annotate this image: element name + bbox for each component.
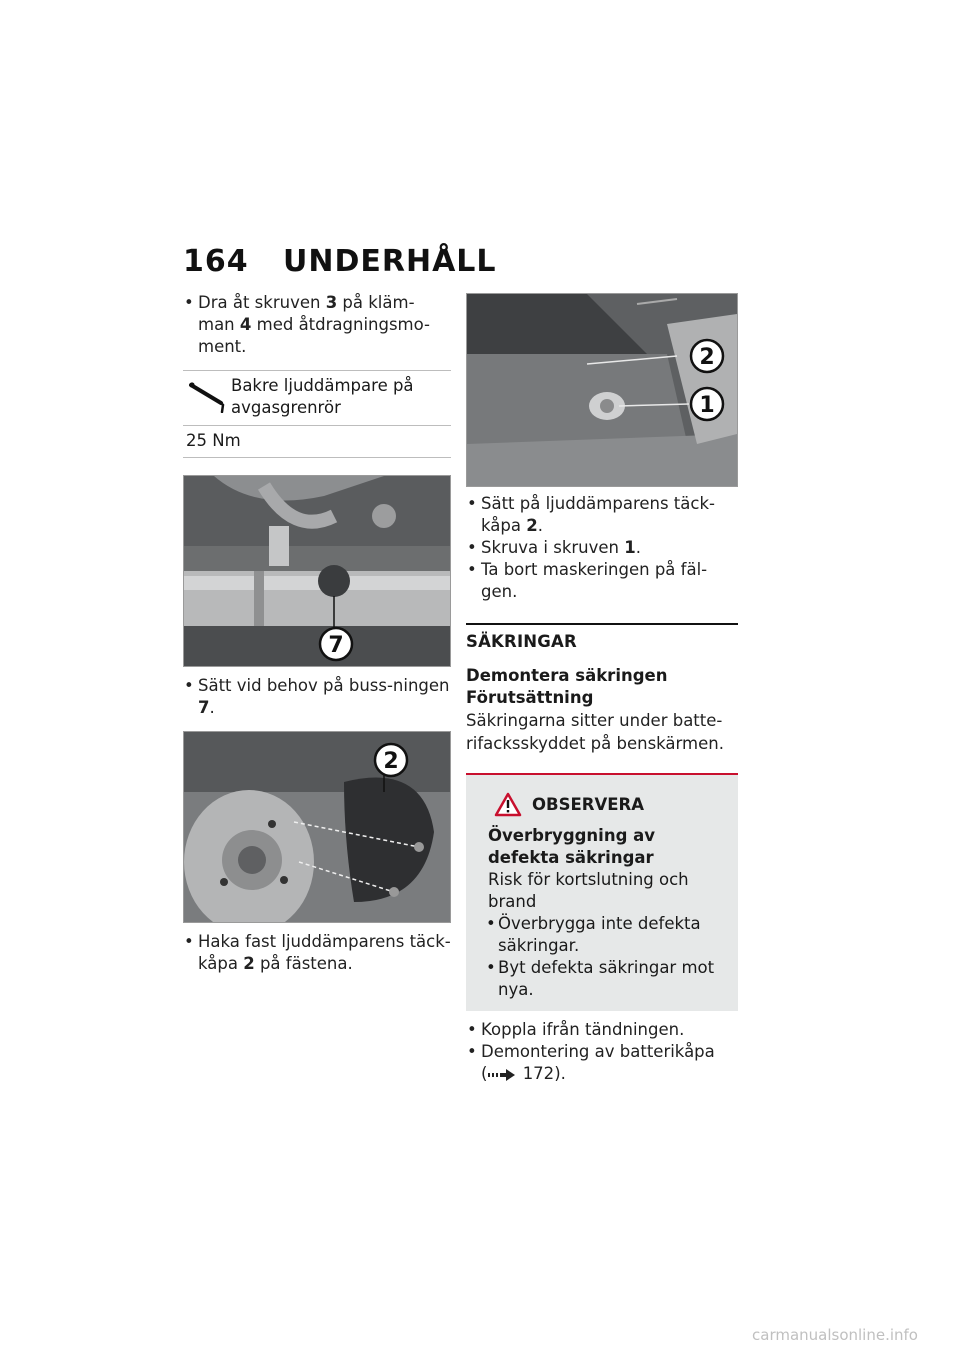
callout-label: 1 [699,393,715,418]
ref-number: 2 [526,516,538,535]
ref-number: 3 [325,293,338,312]
step-hook-cover: • Haka fast ljuddämparens täck-kåpa 2 på fästena. [183,931,451,975]
notice-heading: Överbryggning av defekta säkringar [488,826,656,867]
callout-label: 7 [328,633,344,658]
notice-risk: Risk för kortslutning och brand [488,870,689,911]
ref-number: 4 [239,315,252,334]
photo-cover-screw [466,293,738,487]
callout-label: 2 [383,749,399,774]
page-number: 164 [183,244,249,279]
step-remove-masking: • Ta bort maskeringen på fäl-gen. [466,559,738,603]
notice-box [466,775,738,1011]
photo-cover-screw-image [467,294,737,486]
page-reference: 172 [522,1064,555,1083]
torque-spec-box [183,370,451,458]
subsection-title: Demontera säkringen [466,666,668,685]
page-header [183,244,497,279]
step-fit-bushing: • Sätt vid behov på buss-ningen 7. [183,675,451,719]
prerequisite-text: Säkringarna sitter under batte-rifacksskyddet på benskärmen. [466,711,724,753]
chapter-title: UNDERHÅLL [283,244,497,279]
section-title: SÄKRINGAR [466,632,577,651]
ref-number: 7 [198,698,210,717]
watermark: carmanualsonline.info [752,1326,918,1344]
notice-title-row [476,787,728,821]
photo-muffler-cover-image [184,732,450,922]
step-insert-screw: • Skruva i skruven 1. [466,537,738,559]
prerequisite-title: Förutsättning [466,688,594,707]
ref-number: 1 [624,538,636,557]
torque-spec-label: Bakre ljuddämpare på avgasgrenrör [231,376,414,417]
photo-muffler-cover [183,731,451,923]
page-reference-arrow-icon [487,1068,517,1082]
torque-wrench-icon [189,379,227,413]
callout-label: 2 [699,345,715,370]
notice-item: • Överbrygga inte defekta säkringar. [476,913,728,957]
photo-exhaust-clamp [183,475,451,667]
step-tighten-screw: • Dra åt skruven 3 på kläm-man 4 med åtdragningsmo-ment. [183,292,451,358]
section-divider [466,623,738,625]
notice-title: OBSERVERA [532,794,644,814]
photo-exhaust-clamp-image [184,476,450,666]
torque-spec-value: 25 Nm [186,431,241,450]
right-column [466,293,738,1085]
step-ignition-off: • Koppla ifrån tändningen. [466,1019,738,1041]
notice-item: • Byt defekta säkringar mot nya. [476,957,728,1001]
step-fit-cover: • Sätt på ljuddämparens täck-kåpa 2. [466,493,738,537]
ref-number: 2 [243,954,255,973]
torque-spec-label-row [183,371,451,426]
step-remove-battery-cover: • Demontering av batterikåpa ( 172). [466,1041,738,1085]
left-column [183,292,451,975]
warning-triangle-icon [494,792,522,817]
